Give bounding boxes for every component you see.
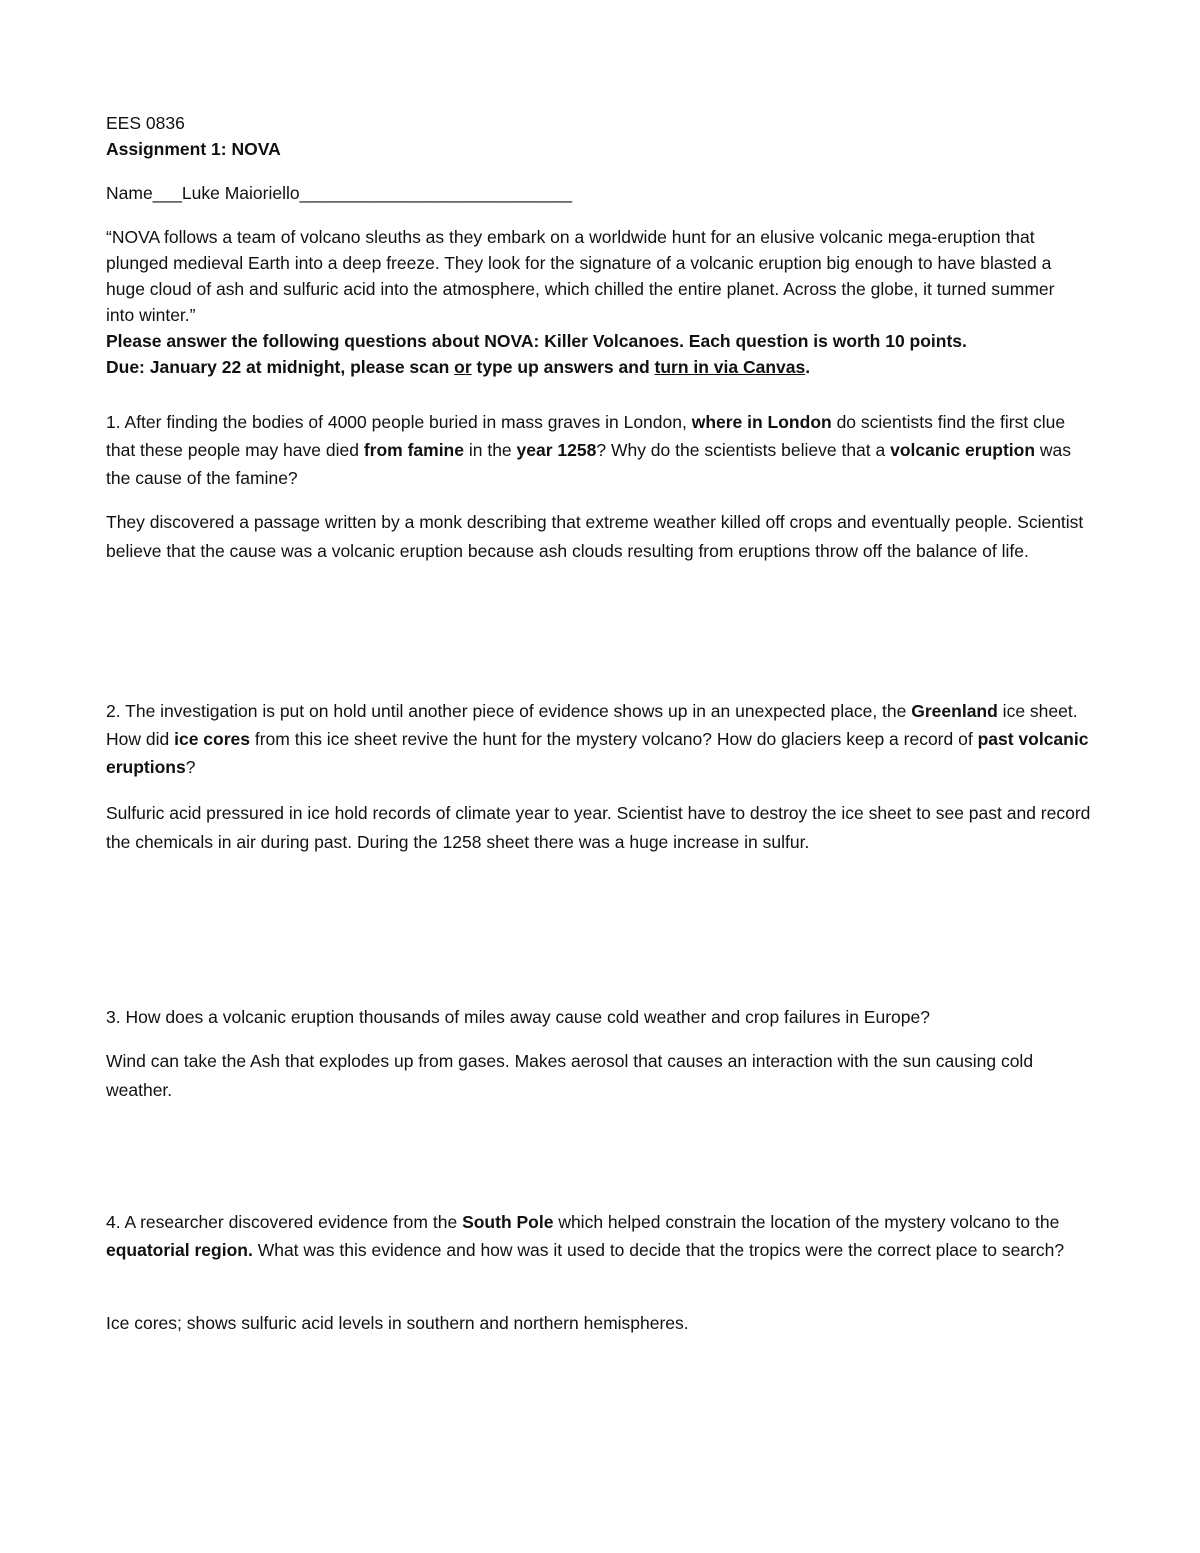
question-emphasis: equatorial region. — [106, 1240, 253, 1260]
question-emphasis: where in London — [691, 412, 832, 432]
name-line — [106, 180, 1096, 206]
question-number: 4. — [106, 1212, 121, 1232]
question-text: in the — [463, 440, 517, 460]
question-text: How does a volcanic eruption thousands of miles away cause cold weather and crop failures in Europe? — [125, 1007, 930, 1027]
due-end: . — [805, 357, 811, 377]
name-underline-before: ___ — [152, 183, 182, 203]
question-text: The investigation is put on hold until another piece of evidence shows up in an unexpected place, the — [125, 701, 912, 721]
question-text: ? Why do the scientists believe that a — [596, 440, 891, 460]
question-emphasis: Greenland — [911, 701, 998, 721]
question-text: A researcher discovered evidence from the — [124, 1212, 463, 1232]
question-emphasis: ice cores — [174, 729, 250, 749]
student-name: Luke Maioriello — [181, 183, 300, 203]
due-or: or — [454, 357, 472, 377]
question-emphasis: volcanic eruption — [890, 440, 1036, 460]
question-4 — [106, 1208, 1096, 1264]
question-text: After finding the bodies of 4000 people buried in mass graves in London, — [124, 412, 692, 432]
question-text: from this ice sheet revive the hunt for the mystery volcano? How do glaciers keep a record of — [249, 729, 978, 749]
question-text: was the cause of the famine? — [106, 440, 1071, 488]
instructions — [106, 328, 1106, 380]
question-text: . How did — [106, 701, 1078, 749]
assignment-title: Assignment 1: NOVA — [106, 139, 281, 159]
question-emphasis: year 1258 — [516, 440, 597, 460]
intro-quote: “NOVA follows a team of volcano sleuths as they embark on a worldwide hunt for an elusive volcanic mega-eruption that plunged medieval Earth into a deep freeze. They look for the signature of a volcanic eruption big enough to have blasted a huge cloud of ash and sulfuric acid into the atmosphere, which chilled the entire planet. Across the globe, it turned summer into winter.” — [106, 227, 1055, 325]
answer-4: Ice cores; shows sulfuric acid levels in southern and northern hemispheres. — [106, 1313, 689, 1333]
question-number: 2. — [106, 701, 121, 721]
question-text: do scientists find the first clue that these people may have died — [106, 412, 1066, 460]
question-emphasis: South Pole — [462, 1212, 554, 1232]
due-prefix: Due: January 22 at midnight, please scan — [106, 357, 455, 377]
question-emphasis: past volcanic eruptions — [106, 729, 1089, 777]
question-text: ice sheet — [997, 701, 1073, 721]
name-underline-after: ____________________________ — [299, 183, 573, 203]
question-number: 1. — [106, 412, 121, 432]
question-text: which helped constrain the location of the mystery volcano to the — [553, 1212, 1060, 1232]
question-3 — [106, 1003, 1096, 1031]
question-2 — [106, 697, 1096, 781]
question-text: ? — [185, 757, 196, 777]
due-canvas: turn in via Canvas — [654, 357, 806, 377]
name-label: Name — [106, 183, 153, 203]
course-code: EES 0836 — [106, 113, 185, 133]
answer-3: Wind can take the Ash that explodes up from gases. Makes aerosol that causes an interaction with the sun causing cold weather. — [106, 1051, 1034, 1100]
instructions-line: Please answer the following questions about NOVA: Killer Volcanoes. Each question is worth 10 points. — [106, 331, 967, 351]
answer-2: Sulfuric acid pressured in ice hold records of climate year to year. Scientist have to destroy the ice sheet to see past and record the chemicals in air during past. During the 1258 sheet there was a huge increase in sulfur. — [106, 803, 1091, 852]
question-text: What was this evidence and how was it used to decide that the tropics were the correct place to search? — [252, 1240, 1065, 1260]
question-emphasis: from famine — [363, 440, 464, 460]
question-number: 3. — [106, 1007, 121, 1027]
due-middle: type up answers and — [471, 357, 655, 377]
question-1 — [106, 408, 1091, 492]
answer-1: They discovered a passage written by a monk describing that extreme weather killed off crops and eventually people. Scientist believe that the cause was a volcanic eruption because ash clouds resulting from eruptions throw off the balance of life. — [106, 512, 1084, 561]
